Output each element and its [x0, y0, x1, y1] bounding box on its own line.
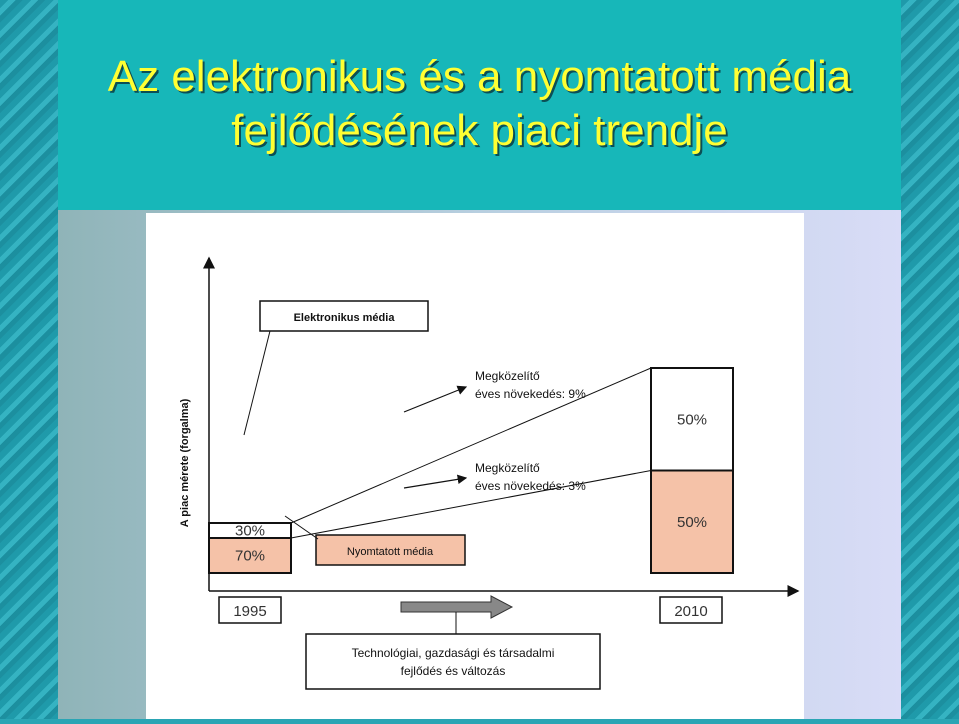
title-line-2: fejlődésének piaci trendje — [231, 106, 728, 155]
label-2010-electronic: 50% — [676, 411, 708, 429]
label-1995-electronic: 30% — [234, 522, 266, 540]
label-1995-print: 70% — [234, 547, 266, 565]
category-label-2010: 2010 — [674, 603, 708, 620]
callout-label-electronic: Elektronikus média — [293, 312, 395, 324]
change-description-line1: Technológiai, gazdasági és társadalmi — [351, 646, 555, 660]
slide-title — [58, 50, 901, 158]
title-line-1: Az elektronikus és a nyomtatott média — [107, 52, 852, 101]
annotation-9-line2: éves növekedés: 9% — [475, 387, 586, 401]
category-label-1995: 1995 — [233, 603, 267, 620]
growth-line-electronic — [291, 368, 651, 523]
right-decor-strip — [901, 0, 959, 719]
callout-label-print: Nyomtatott média — [346, 546, 434, 558]
annotation-3-line2: éves növekedés: 3% — [475, 479, 586, 493]
annotation-arrow-9 — [404, 387, 466, 412]
label-2010-print: 50% — [676, 513, 708, 531]
y-axis-label: A piac mérete (forgalma) — [179, 398, 191, 528]
growth-line-print — [291, 471, 651, 539]
change-description-box — [306, 634, 600, 689]
change-description-line2: fejlődés és változás — [400, 664, 506, 678]
chart-svg — [146, 213, 804, 719]
callout-pointer-electronic — [244, 331, 270, 435]
chart-figure — [146, 213, 804, 719]
annotation-arrow-3 — [404, 478, 466, 488]
left-decor-strip — [0, 0, 58, 719]
annotation-3-line1: Megközelítő — [475, 461, 540, 475]
annotation-9-line1: Megközelítő — [475, 369, 540, 383]
